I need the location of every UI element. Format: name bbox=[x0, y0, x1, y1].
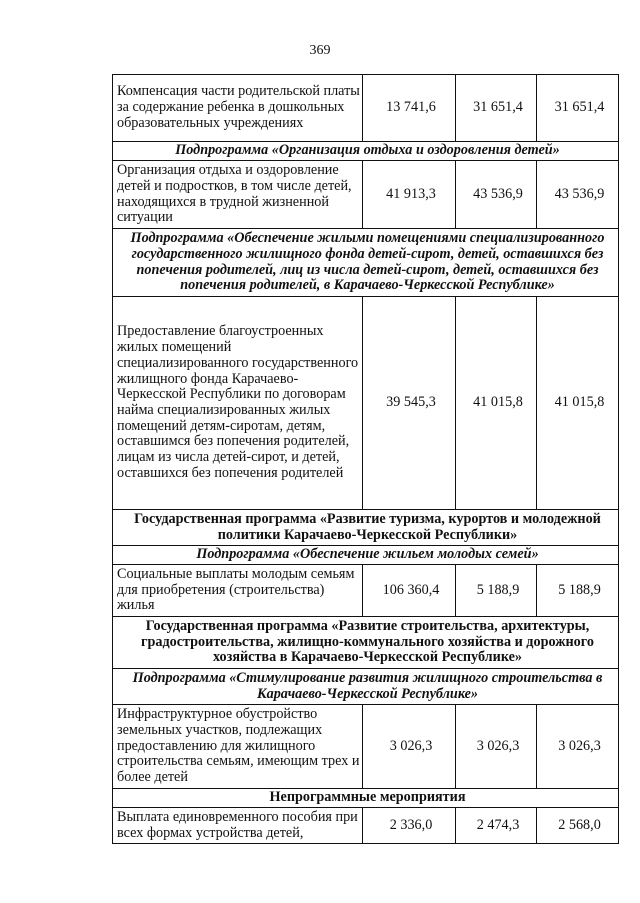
value-year-3: 31 651,4 bbox=[537, 75, 619, 142]
program-title: Государственная программа «Развитие туризма, курортов и молодежной политики Карачаево-Черкесской Республики» bbox=[113, 510, 619, 546]
table-row bbox=[113, 75, 619, 142]
table-row bbox=[113, 161, 619, 229]
expense-name: Выплата единовременного пособия при всех формах устройства детей, bbox=[113, 808, 363, 844]
budget-table bbox=[112, 74, 619, 844]
expense-name: Инфраструктурное обустройство земельных участков, подлежащих предоставлению для жилищного строительства семьям, имеющим трех и более детей bbox=[113, 705, 363, 789]
subprogram-row bbox=[113, 142, 619, 161]
subprogram-row bbox=[113, 229, 619, 297]
value-year-3: 5 188,9 bbox=[537, 565, 619, 617]
page-number: 369 bbox=[309, 43, 331, 58]
value-year-1: 13 741,6 bbox=[363, 75, 456, 142]
value-year-1: 39 545,3 bbox=[363, 297, 456, 510]
value-year-2: 31 651,4 bbox=[456, 75, 537, 142]
expense-name: Компенсация части родительской платы за содержание ребенка в дошкольных образовательных учреждениях bbox=[113, 75, 363, 142]
subprogram-title: Подпрограмма «Организация отдыха и оздоровления детей» bbox=[113, 142, 619, 161]
value-year-2: 43 536,9 bbox=[456, 161, 537, 229]
value-year-3: 3 026,3 bbox=[537, 705, 619, 789]
program-row bbox=[113, 617, 619, 669]
value-year-3: 2 568,0 bbox=[537, 808, 619, 844]
table-row bbox=[113, 705, 619, 789]
subprogram-title: Подпрограмма «Обеспечение жилыми помещениями специализированного государственного жилищного фонда детей-сирот, детей, оставшихся без попечения родителей, лиц из числа детей-сирот, детей, оставшихся без попечения родителей, в Карачаево-Черкесской Республике» bbox=[113, 229, 619, 297]
program-title: Государственная программа «Развитие строительства, архитектуры, градостроительства, жилищно-коммунального хозяйства и дорожного хозяйства в Карачаево-Черкесской Республике» bbox=[113, 617, 619, 669]
expense-name: Социальные выплаты молодым семьям для приобретения (строительства) жилья bbox=[113, 565, 363, 617]
value-year-2: 5 188,9 bbox=[456, 565, 537, 617]
value-year-1: 41 913,3 bbox=[363, 161, 456, 229]
value-year-1: 3 026,3 bbox=[363, 705, 456, 789]
program-row bbox=[113, 510, 619, 546]
subprogram-row bbox=[113, 546, 619, 565]
value-year-3: 41 015,8 bbox=[537, 297, 619, 510]
expense-name: Предоставление благоустроенных жилых помещений специализированного государственного жилищного фонда Карачаево-Черкесской Республики по договорам найма специализированных жилых помещений детям-сиротам, детям, оставшимся без попечения родителей, лицам из числа детей-сирот, и детей, оставшихся без попечения родителей bbox=[113, 297, 363, 510]
subprogram-title: Подпрограмма «Стимулирование развития жилищного строительства в Карачаево-Черкесской Республике» bbox=[113, 669, 619, 705]
value-year-2: 41 015,8 bbox=[456, 297, 537, 510]
value-year-2: 3 026,3 bbox=[456, 705, 537, 789]
value-year-1: 2 336,0 bbox=[363, 808, 456, 844]
section-title: Непрограммные мероприятия bbox=[113, 789, 619, 808]
table-row bbox=[113, 565, 619, 617]
subprogram-title: Подпрограмма «Обеспечение жильем молодых семей» bbox=[113, 546, 619, 565]
subprogram-row bbox=[113, 669, 619, 705]
table-row bbox=[113, 808, 619, 844]
value-year-2: 2 474,3 bbox=[456, 808, 537, 844]
value-year-3: 43 536,9 bbox=[537, 161, 619, 229]
value-year-1: 106 360,4 bbox=[363, 565, 456, 617]
expense-name: Организация отдыха и оздоровление детей и подростков, в том числе детей, находящихся в трудной жизненной ситуации bbox=[113, 161, 363, 229]
section-row bbox=[113, 789, 619, 808]
table-row bbox=[113, 297, 619, 510]
